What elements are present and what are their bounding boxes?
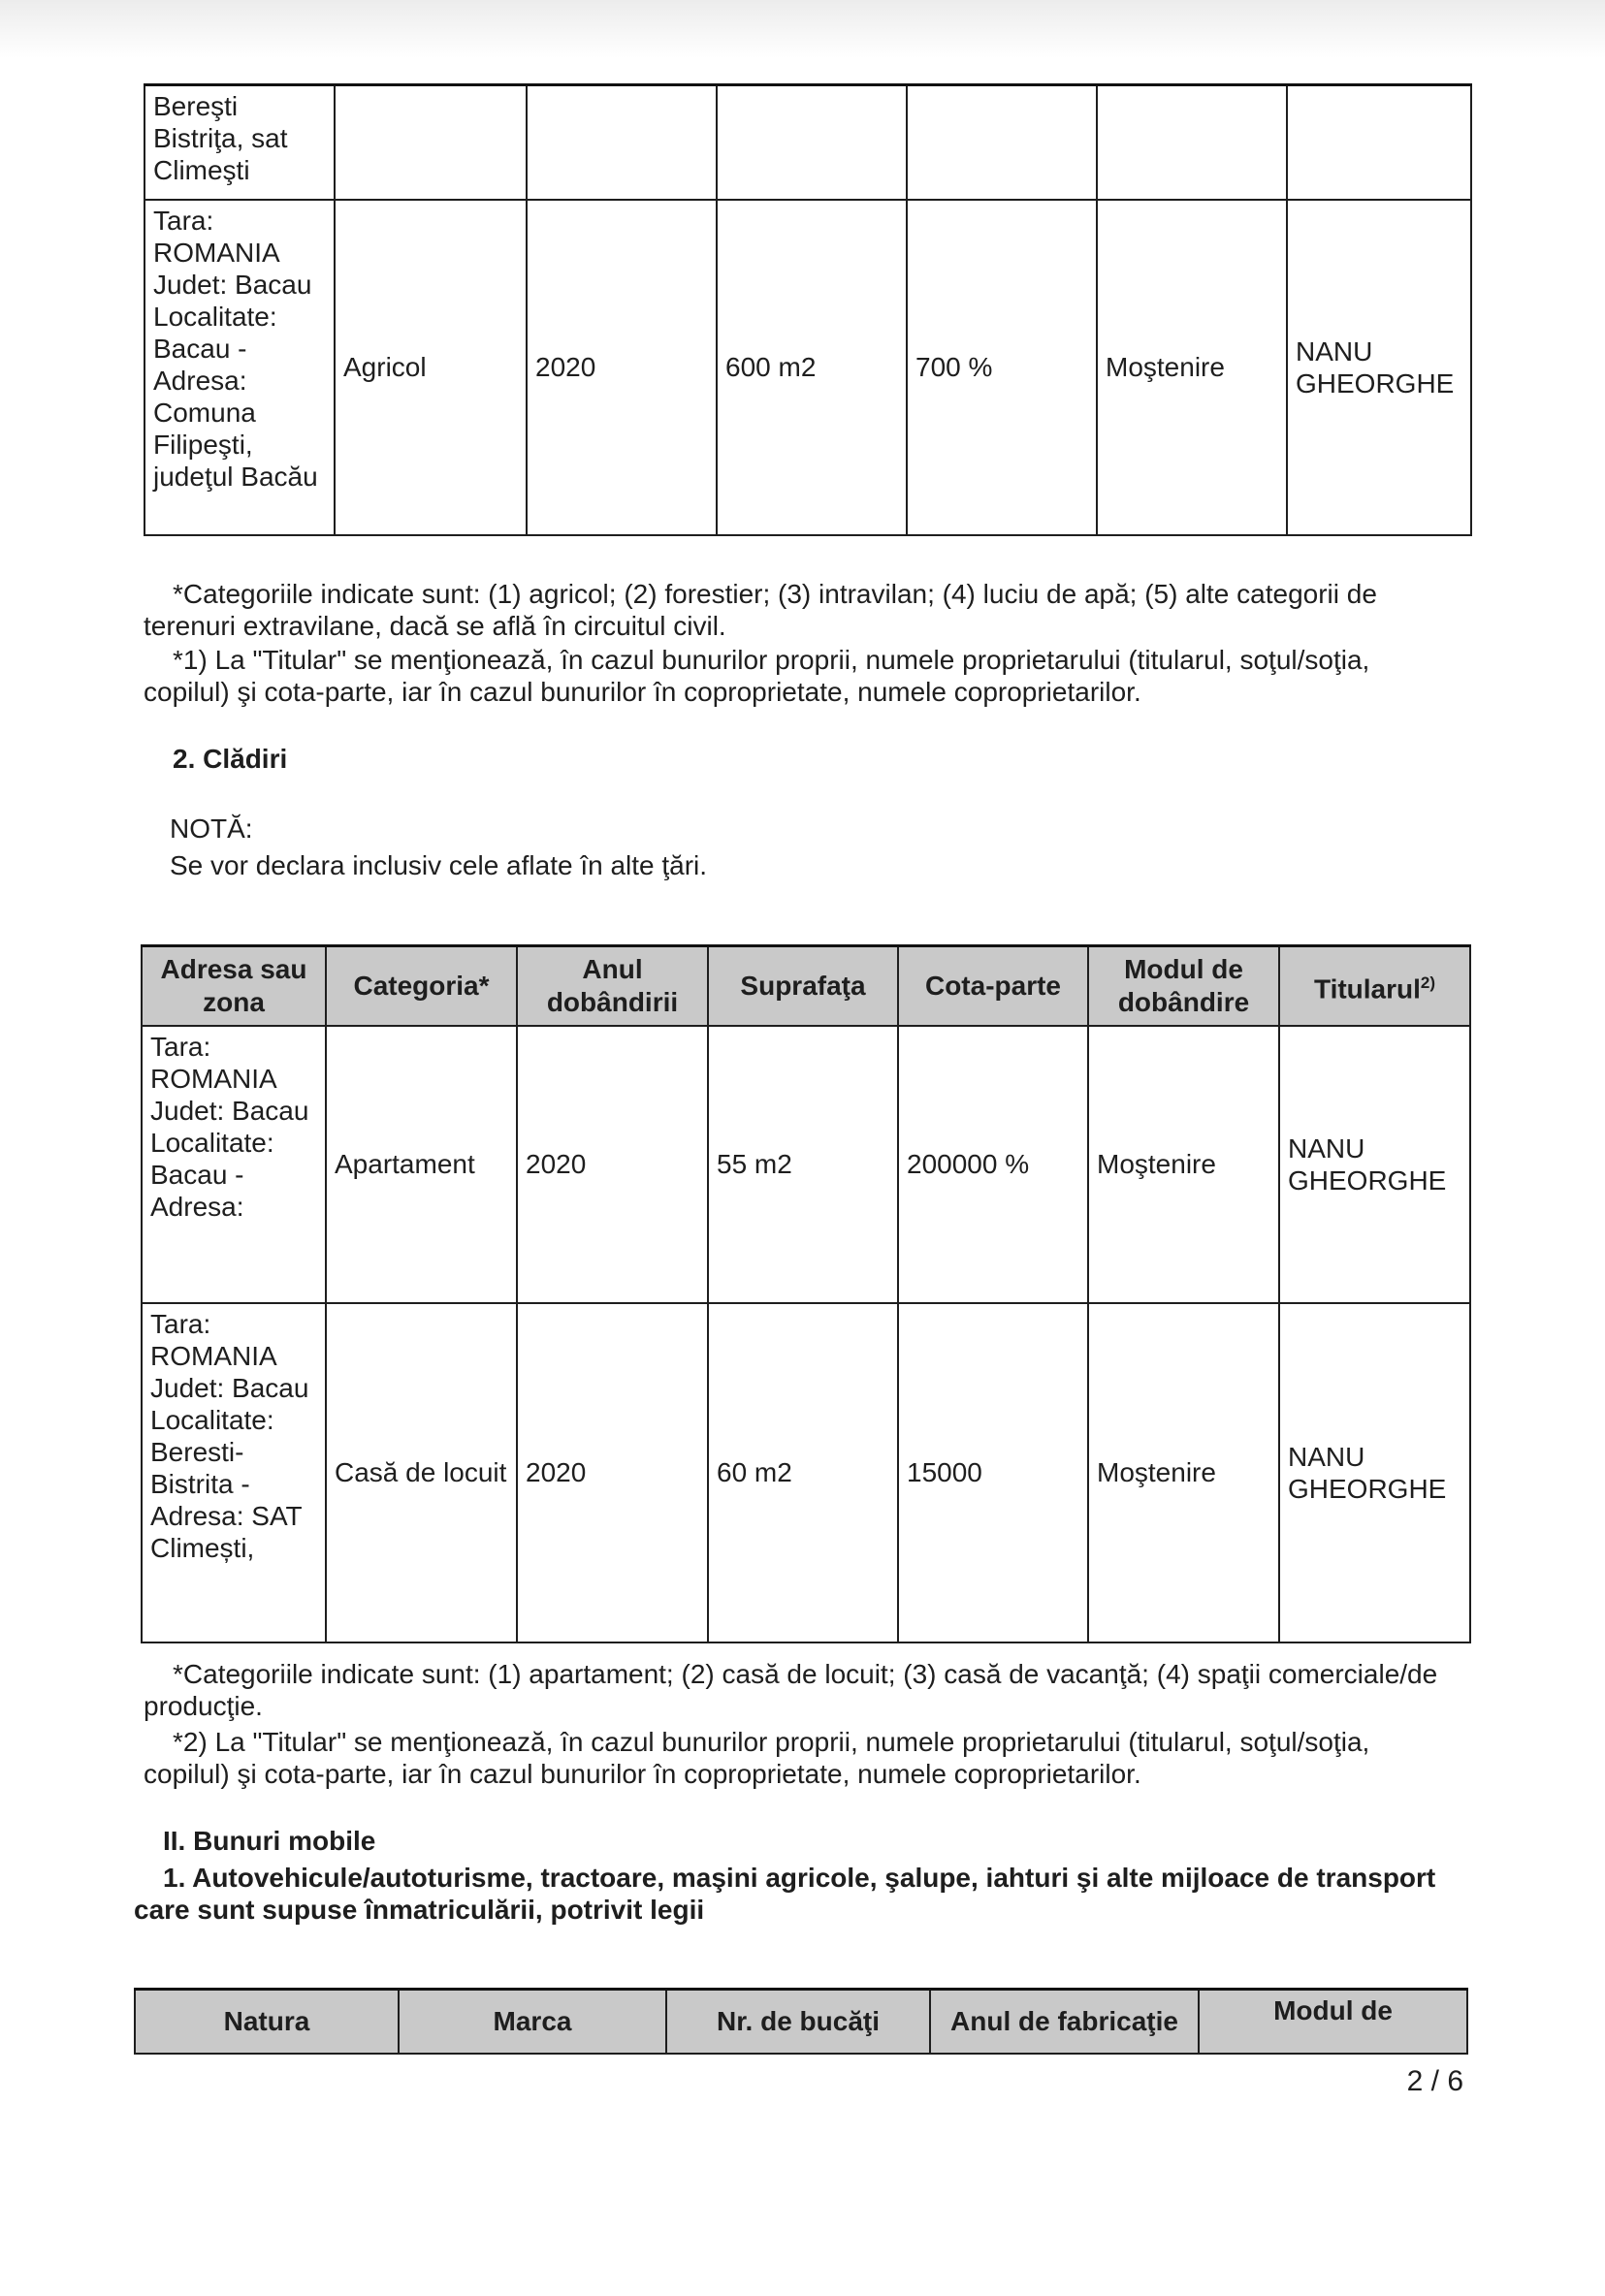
land-address-cell: Tara: ROMANIA Judet: Bacau Localitate: Bacau - Adresa: Comuna Filipeşti, judeţul Bacău [144, 200, 335, 535]
buildings-row [142, 1303, 1470, 1642]
header-fabrication-year: Anul de fabricaţie [930, 1990, 1199, 2054]
empty-cell [1287, 85, 1471, 200]
building-mode-cell: Moştenire [1088, 1303, 1279, 1642]
movables-subheading: 1. Autovehicule/autoturisme, tractoare, maşini agricole, şalupe, iahturi şi alte mijloace de transport care sunt supuse înmatriculării, potrivit legii [134, 1863, 1436, 1925]
land-address-cell: Bereşti Bistriţa, sat Climeşti [144, 85, 335, 200]
land-owner-cell: NANU GHEORGHE [1287, 200, 1471, 535]
header-share: Cota-parte [898, 946, 1088, 1026]
building-year-cell: 2020 [517, 1303, 708, 1642]
header-owner-sup: 2) [1420, 973, 1436, 992]
empty-cell [1097, 85, 1287, 200]
buildings-header-row [142, 946, 1470, 1026]
building-mode-cell: Moştenire [1088, 1026, 1279, 1303]
building-area-cell: 60 m2 [708, 1303, 898, 1642]
building-area-cell: 55 m2 [708, 1026, 898, 1303]
buildings-note-1: *Categoriile indicate sunt: (1) apartament; (2) casă de locuit; (3) casă de vacanţă; (4) spaţii comerciale/de producţie. [144, 1659, 1438, 1721]
header-mode: Modul de dobândire [1088, 946, 1279, 1026]
land-continuation-row [144, 85, 1471, 200]
header-count: Nr. de bucăţi [666, 1990, 930, 2054]
page-number: 2 / 6 [1406, 2065, 1463, 2097]
vehicles-header-row [135, 1990, 1467, 2054]
land-area-cell: 600 m2 [717, 200, 907, 535]
building-share-cell: 15000 [898, 1303, 1088, 1642]
land-note-1: *Categoriile indicate sunt: (1) agricol; (2) forestier; (3) intravilan; (4) luciu de apă; (5) alte categorii de terenuri extravilane, dacă se află în circuitul civil. [144, 579, 1377, 641]
header-address: Adresa sau zona [142, 946, 326, 1026]
buildings-heading: 2. Clădiri [173, 744, 288, 774]
vehicles-table [134, 1988, 1468, 2055]
land-share-cell: 700 % [907, 200, 1097, 535]
land-mode-cell: Moştenire [1097, 200, 1287, 535]
empty-cell [527, 85, 717, 200]
header-acquisition-mode: Modul de [1199, 1990, 1467, 2054]
empty-cell [717, 85, 907, 200]
building-category-cell: Casă de locuit [326, 1303, 517, 1642]
building-owner-cell: NANU GHEORGHE [1279, 1303, 1470, 1642]
header-year: Anul dobândirii [517, 946, 708, 1026]
header-area: Suprafaţa [708, 946, 898, 1026]
land-note-2: *1) La "Titular" se menţionează, în cazul bunurilor proprii, numele proprietarului (titularul, soţul/soţia, copilul) şi cota-parte, iar în cazul bunurilor în coproprietate, numele coproprietarilor. [144, 645, 1370, 707]
empty-cell [907, 85, 1097, 200]
movables-heading: II. Bunuri mobile [163, 1826, 376, 1856]
header-owner-label: Titularul [1313, 973, 1421, 1004]
header-nature: Natura [135, 1990, 399, 2054]
building-year-cell: 2020 [517, 1026, 708, 1303]
nota-label: NOTĂ: [170, 813, 253, 844]
building-category-cell: Apartament [326, 1026, 517, 1303]
nota-text: Se vor declara inclusiv cele aflate în alte ţări. [170, 850, 708, 880]
buildings-note-2: *2) La "Titular" se menţionează, în cazul bunurilor proprii, numele proprietarului (titularul, soţul/soţia, copilul) şi cota-parte, iar în cazul bunurilor în coproprietate, numele coproprietarilor. [144, 1727, 1370, 1789]
land-year-cell: 2020 [527, 200, 717, 535]
empty-cell [335, 85, 527, 200]
land-row [144, 200, 1471, 535]
buildings-table [141, 944, 1471, 1643]
header-category: Categoria* [326, 946, 517, 1026]
land-category-cell: Agricol [335, 200, 527, 535]
header-owner [1279, 946, 1470, 1026]
header-brand: Marca [399, 1990, 666, 2054]
building-owner-cell: NANU GHEORGHE [1279, 1026, 1470, 1303]
scan-shadow [0, 0, 1605, 58]
building-address-cell: Tara: ROMANIA Judet: Bacau Localitate: Beresti-Bistrita - Adresa: SAT Climești, [142, 1303, 326, 1642]
land-table [144, 83, 1472, 536]
building-share-cell: 200000 % [898, 1026, 1088, 1303]
buildings-row [142, 1026, 1470, 1303]
building-address-cell: Tara: ROMANIA Judet: Bacau Localitate: Bacau - Adresa: [142, 1026, 326, 1303]
